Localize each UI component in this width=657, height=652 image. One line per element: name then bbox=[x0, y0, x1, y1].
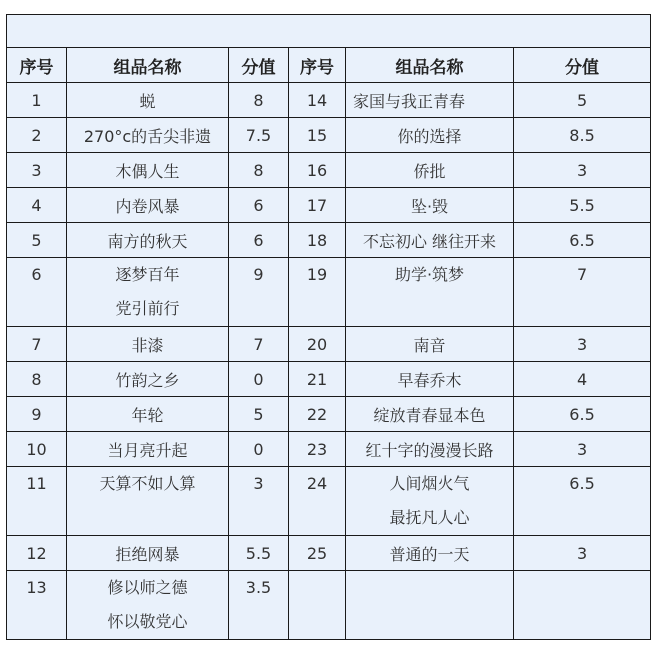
entry-name-right bbox=[346, 258, 514, 327]
entry-name-line: 怀以敬党心 bbox=[107, 612, 188, 631]
header-name-left: 组品名称 bbox=[67, 48, 229, 83]
entry-name-line: 天算不如人算 bbox=[99, 474, 196, 493]
entry-score-left: 6 bbox=[229, 223, 289, 258]
entry-name-left bbox=[67, 188, 229, 223]
entry-name-line: 修以师之德 bbox=[107, 578, 188, 597]
entry-score-left bbox=[229, 258, 289, 327]
entry-number-right: 21 bbox=[289, 362, 346, 397]
entry-name-left bbox=[67, 153, 229, 188]
entry-name-line: 年轮 bbox=[131, 405, 164, 425]
cell-text: 19 bbox=[306, 265, 328, 284]
cell-text: 9 bbox=[253, 265, 264, 284]
entry-name-line: 党引前行 bbox=[115, 299, 180, 318]
entry-name-right bbox=[346, 153, 514, 188]
entry-number-right: 14 bbox=[289, 83, 346, 118]
entry-number-right bbox=[289, 571, 346, 640]
header-no-right: 序号 bbox=[289, 48, 346, 83]
entry-score-right: 3 bbox=[514, 536, 651, 571]
entry-name-left bbox=[67, 571, 229, 640]
entry-name-line: 侨批 bbox=[413, 161, 446, 181]
entry-name-line: 人间烟火气 bbox=[389, 474, 470, 493]
cell-text: 6.5 bbox=[569, 474, 595, 493]
entry-name-left bbox=[67, 467, 229, 536]
entry-number-left bbox=[7, 571, 67, 640]
entry-number-left: 7 bbox=[7, 327, 67, 362]
entry-name-left bbox=[67, 223, 229, 258]
table-row bbox=[7, 432, 651, 467]
entry-number-left: 10 bbox=[7, 432, 67, 467]
entry-number-right: 18 bbox=[289, 223, 346, 258]
entry-name-left bbox=[67, 432, 229, 467]
entry-score-right: 3 bbox=[514, 327, 651, 362]
table-row bbox=[7, 188, 651, 223]
entry-number-left: 5 bbox=[7, 223, 67, 258]
entry-score-right: 3 bbox=[514, 432, 651, 467]
entry-score-right: 6.5 bbox=[514, 397, 651, 432]
entry-name-line: 你的选择 bbox=[397, 126, 462, 146]
entry-number-right: 17 bbox=[289, 188, 346, 223]
header-row bbox=[7, 48, 651, 83]
entry-name-line: 最抚凡人心 bbox=[389, 508, 470, 527]
entry-number-left: 12 bbox=[7, 536, 67, 571]
table-row bbox=[7, 536, 651, 571]
cell-text: 13 bbox=[26, 578, 47, 597]
entry-score-right: 5 bbox=[514, 83, 651, 118]
entry-number-right: 15 bbox=[289, 118, 346, 153]
entry-score-right bbox=[514, 467, 651, 536]
entry-number-left bbox=[7, 467, 67, 536]
entry-score-left: 8 bbox=[229, 83, 289, 118]
entry-name-line: 早春乔木 bbox=[397, 370, 462, 390]
entry-name-left bbox=[67, 397, 229, 432]
entry-number-right: 23 bbox=[289, 432, 346, 467]
entry-score-left: 7.5 bbox=[229, 118, 289, 153]
entry-name-line: 当月亮升起 bbox=[107, 440, 188, 460]
entry-name-line: 绽放青春显本色 bbox=[373, 405, 486, 425]
cell-text: 3.5 bbox=[245, 578, 272, 597]
table-row bbox=[7, 362, 651, 397]
entry-name-left bbox=[67, 536, 229, 571]
table-row bbox=[7, 397, 651, 432]
table-row bbox=[7, 467, 651, 536]
cell-text: 7 bbox=[576, 265, 588, 284]
entry-name-left bbox=[67, 327, 229, 362]
entry-name-line: 不忘初心 继往开来 bbox=[362, 231, 497, 251]
table-row bbox=[7, 258, 651, 327]
entry-number-left: 9 bbox=[7, 397, 67, 432]
entry-score-right: 6.5 bbox=[514, 223, 651, 258]
entry-name-right bbox=[346, 83, 514, 118]
entry-name-right bbox=[346, 536, 514, 571]
table-row bbox=[7, 223, 651, 258]
entry-name-right bbox=[346, 571, 514, 640]
header-score-left: 分值 bbox=[229, 48, 289, 83]
entry-name-left bbox=[67, 258, 229, 327]
entry-score-left: 5.5 bbox=[229, 536, 289, 571]
entry-name-line: 蜕 bbox=[139, 91, 156, 111]
header-score-right: 分值 bbox=[514, 48, 651, 83]
entry-name-line: 竹韵之乡 bbox=[115, 370, 180, 390]
entry-score-right: 5.5 bbox=[514, 188, 651, 223]
entry-name-left bbox=[67, 83, 229, 118]
entry-number-left: 4 bbox=[7, 188, 67, 223]
entry-score-left bbox=[229, 467, 289, 536]
header-name-right: 组品名称 bbox=[346, 48, 514, 83]
entry-score-right: 3 bbox=[514, 153, 651, 188]
entry-name-line: 助学·筑梦 bbox=[394, 265, 465, 284]
entry-number-left: 2 bbox=[7, 118, 67, 153]
entry-name-line: 南方的秋天 bbox=[107, 231, 188, 251]
entry-name-right bbox=[346, 327, 514, 362]
score-table bbox=[6, 14, 651, 640]
entry-score-right: 4 bbox=[514, 362, 651, 397]
entry-name-right bbox=[346, 362, 514, 397]
entry-name-right bbox=[346, 432, 514, 467]
cell-text: 6 bbox=[31, 265, 42, 284]
entry-number-right: 16 bbox=[289, 153, 346, 188]
entry-score-left: 7 bbox=[229, 327, 289, 362]
entry-name-right bbox=[346, 223, 514, 258]
entry-score-left: 0 bbox=[229, 362, 289, 397]
cell-text: 24 bbox=[306, 474, 328, 493]
entry-name-right bbox=[346, 118, 514, 153]
table-row bbox=[7, 118, 651, 153]
table-title bbox=[7, 15, 651, 48]
table-title-row bbox=[7, 15, 651, 48]
entry-score-left: 5 bbox=[229, 397, 289, 432]
header-no-left: 序号 bbox=[7, 48, 67, 83]
entry-name-line: 坠·毁 bbox=[410, 196, 449, 216]
entry-score-right bbox=[514, 571, 651, 640]
entry-name-line: 非漆 bbox=[131, 335, 164, 355]
entry-name-line: 南音 bbox=[413, 335, 446, 355]
table-row bbox=[7, 571, 651, 640]
entry-name-left bbox=[67, 362, 229, 397]
entry-name-line: 拒绝网暴 bbox=[115, 544, 180, 564]
cell-text: 3 bbox=[253, 474, 264, 493]
entry-name-left bbox=[67, 118, 229, 153]
entry-number-left: 3 bbox=[7, 153, 67, 188]
table-row bbox=[7, 153, 651, 188]
entry-name-line: 家国与我正青春 bbox=[353, 91, 466, 111]
entry-score-left: 0 bbox=[229, 432, 289, 467]
entry-number-left: 1 bbox=[7, 83, 67, 118]
entry-score-right: 8.5 bbox=[514, 118, 651, 153]
entry-name-right bbox=[346, 467, 514, 536]
entry-number-right bbox=[289, 467, 346, 536]
entry-name-line: 270°c的舌尖非遗 bbox=[83, 126, 212, 146]
entry-score-left: 8 bbox=[229, 153, 289, 188]
entry-name-line: 逐梦百年 bbox=[115, 265, 180, 284]
entry-name-line: 普通的一天 bbox=[389, 544, 470, 564]
entry-number-right: 25 bbox=[289, 536, 346, 571]
entry-number-right: 20 bbox=[289, 327, 346, 362]
entry-score-left bbox=[229, 571, 289, 640]
entry-number-right: 22 bbox=[289, 397, 346, 432]
cell-text: 11 bbox=[26, 474, 47, 493]
entry-name-right bbox=[346, 397, 514, 432]
table-row bbox=[7, 327, 651, 362]
entry-name-right bbox=[346, 188, 514, 223]
entry-number-right bbox=[289, 258, 346, 327]
entry-number-left bbox=[7, 258, 67, 327]
entry-score-right bbox=[514, 258, 651, 327]
entry-name-line: 木偶人生 bbox=[115, 161, 180, 181]
entry-name-line: 内卷风暴 bbox=[115, 196, 180, 216]
table-row bbox=[7, 83, 651, 118]
entry-number-left: 8 bbox=[7, 362, 67, 397]
entry-score-left: 6 bbox=[229, 188, 289, 223]
entry-name-line: 红十字的漫漫长路 bbox=[365, 440, 494, 460]
